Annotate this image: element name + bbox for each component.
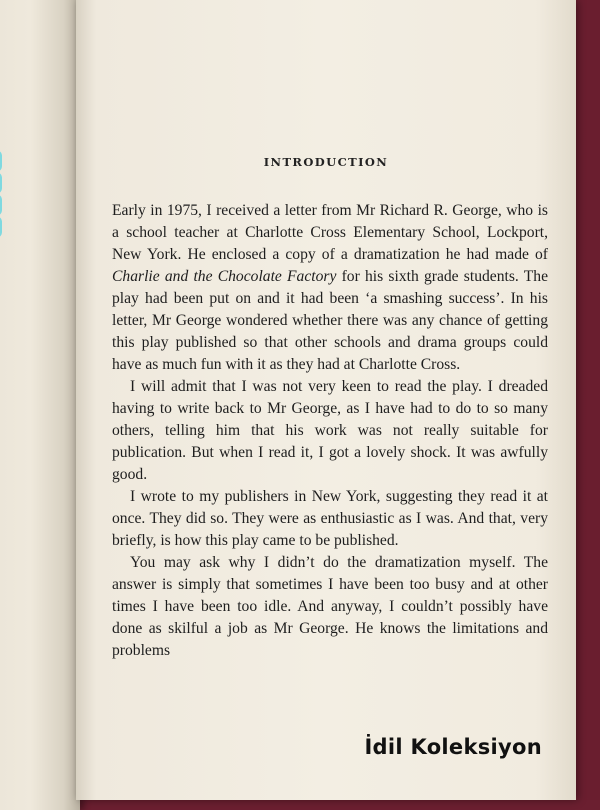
paragraph-text: for his sixth grade students. The play had been put on and it had been ‘a smashing success’. In his letter, Mr George wondered whether there was any chance of getting this play published so that other schools and drama groups could have as much fun with it as they had at Charlotte Cross. — [112, 268, 548, 373]
watermark-logo: İdil Koleksiyon — [364, 735, 542, 759]
fragment-text — [0, 172, 2, 194]
paragraph: You may ask why I didn’t do the dramatization myself. The answer is simply that sometimes I have been too busy and at other times I have been too idle. And anyway, I couldn’t possibly have done as skilful a job as Mr George. He knows the limitations and problems — [112, 554, 548, 659]
paragraph: I wrote to my publishers in New York, suggesting they read it at once. They did so. They were as enthusiastic as I was. And that, very briefly, is how this play came to be published. — [112, 488, 548, 549]
fragment-text — [0, 216, 2, 238]
book-title: Charlie and the Chocolate Factory — [112, 268, 337, 285]
paragraph-text: Early in 1975, I received a letter from Mr Richard R. George, who is a school teacher at Charlotte Cross Elementary School, Lockport, New York. He enclosed a copy of a dramatization he had made of — [112, 202, 548, 263]
paragraph — [112, 200, 548, 376]
fragment-text — [0, 150, 2, 172]
page-body — [112, 200, 548, 662]
highlighted-text-fragments — [0, 150, 2, 238]
fragment-text — [0, 194, 2, 216]
page-heading: INTRODUCTION — [263, 155, 389, 169]
left-page-edge — [0, 0, 80, 810]
book-page — [76, 0, 576, 800]
paragraph: I will admit that I was not very keen to read the play. I dreaded having to write back to Mr George, as I have had to do to so many others, telling him that his work was not really suitable for publication. But when I read it, I got a lovely shock. It was awfully good. — [112, 378, 548, 483]
